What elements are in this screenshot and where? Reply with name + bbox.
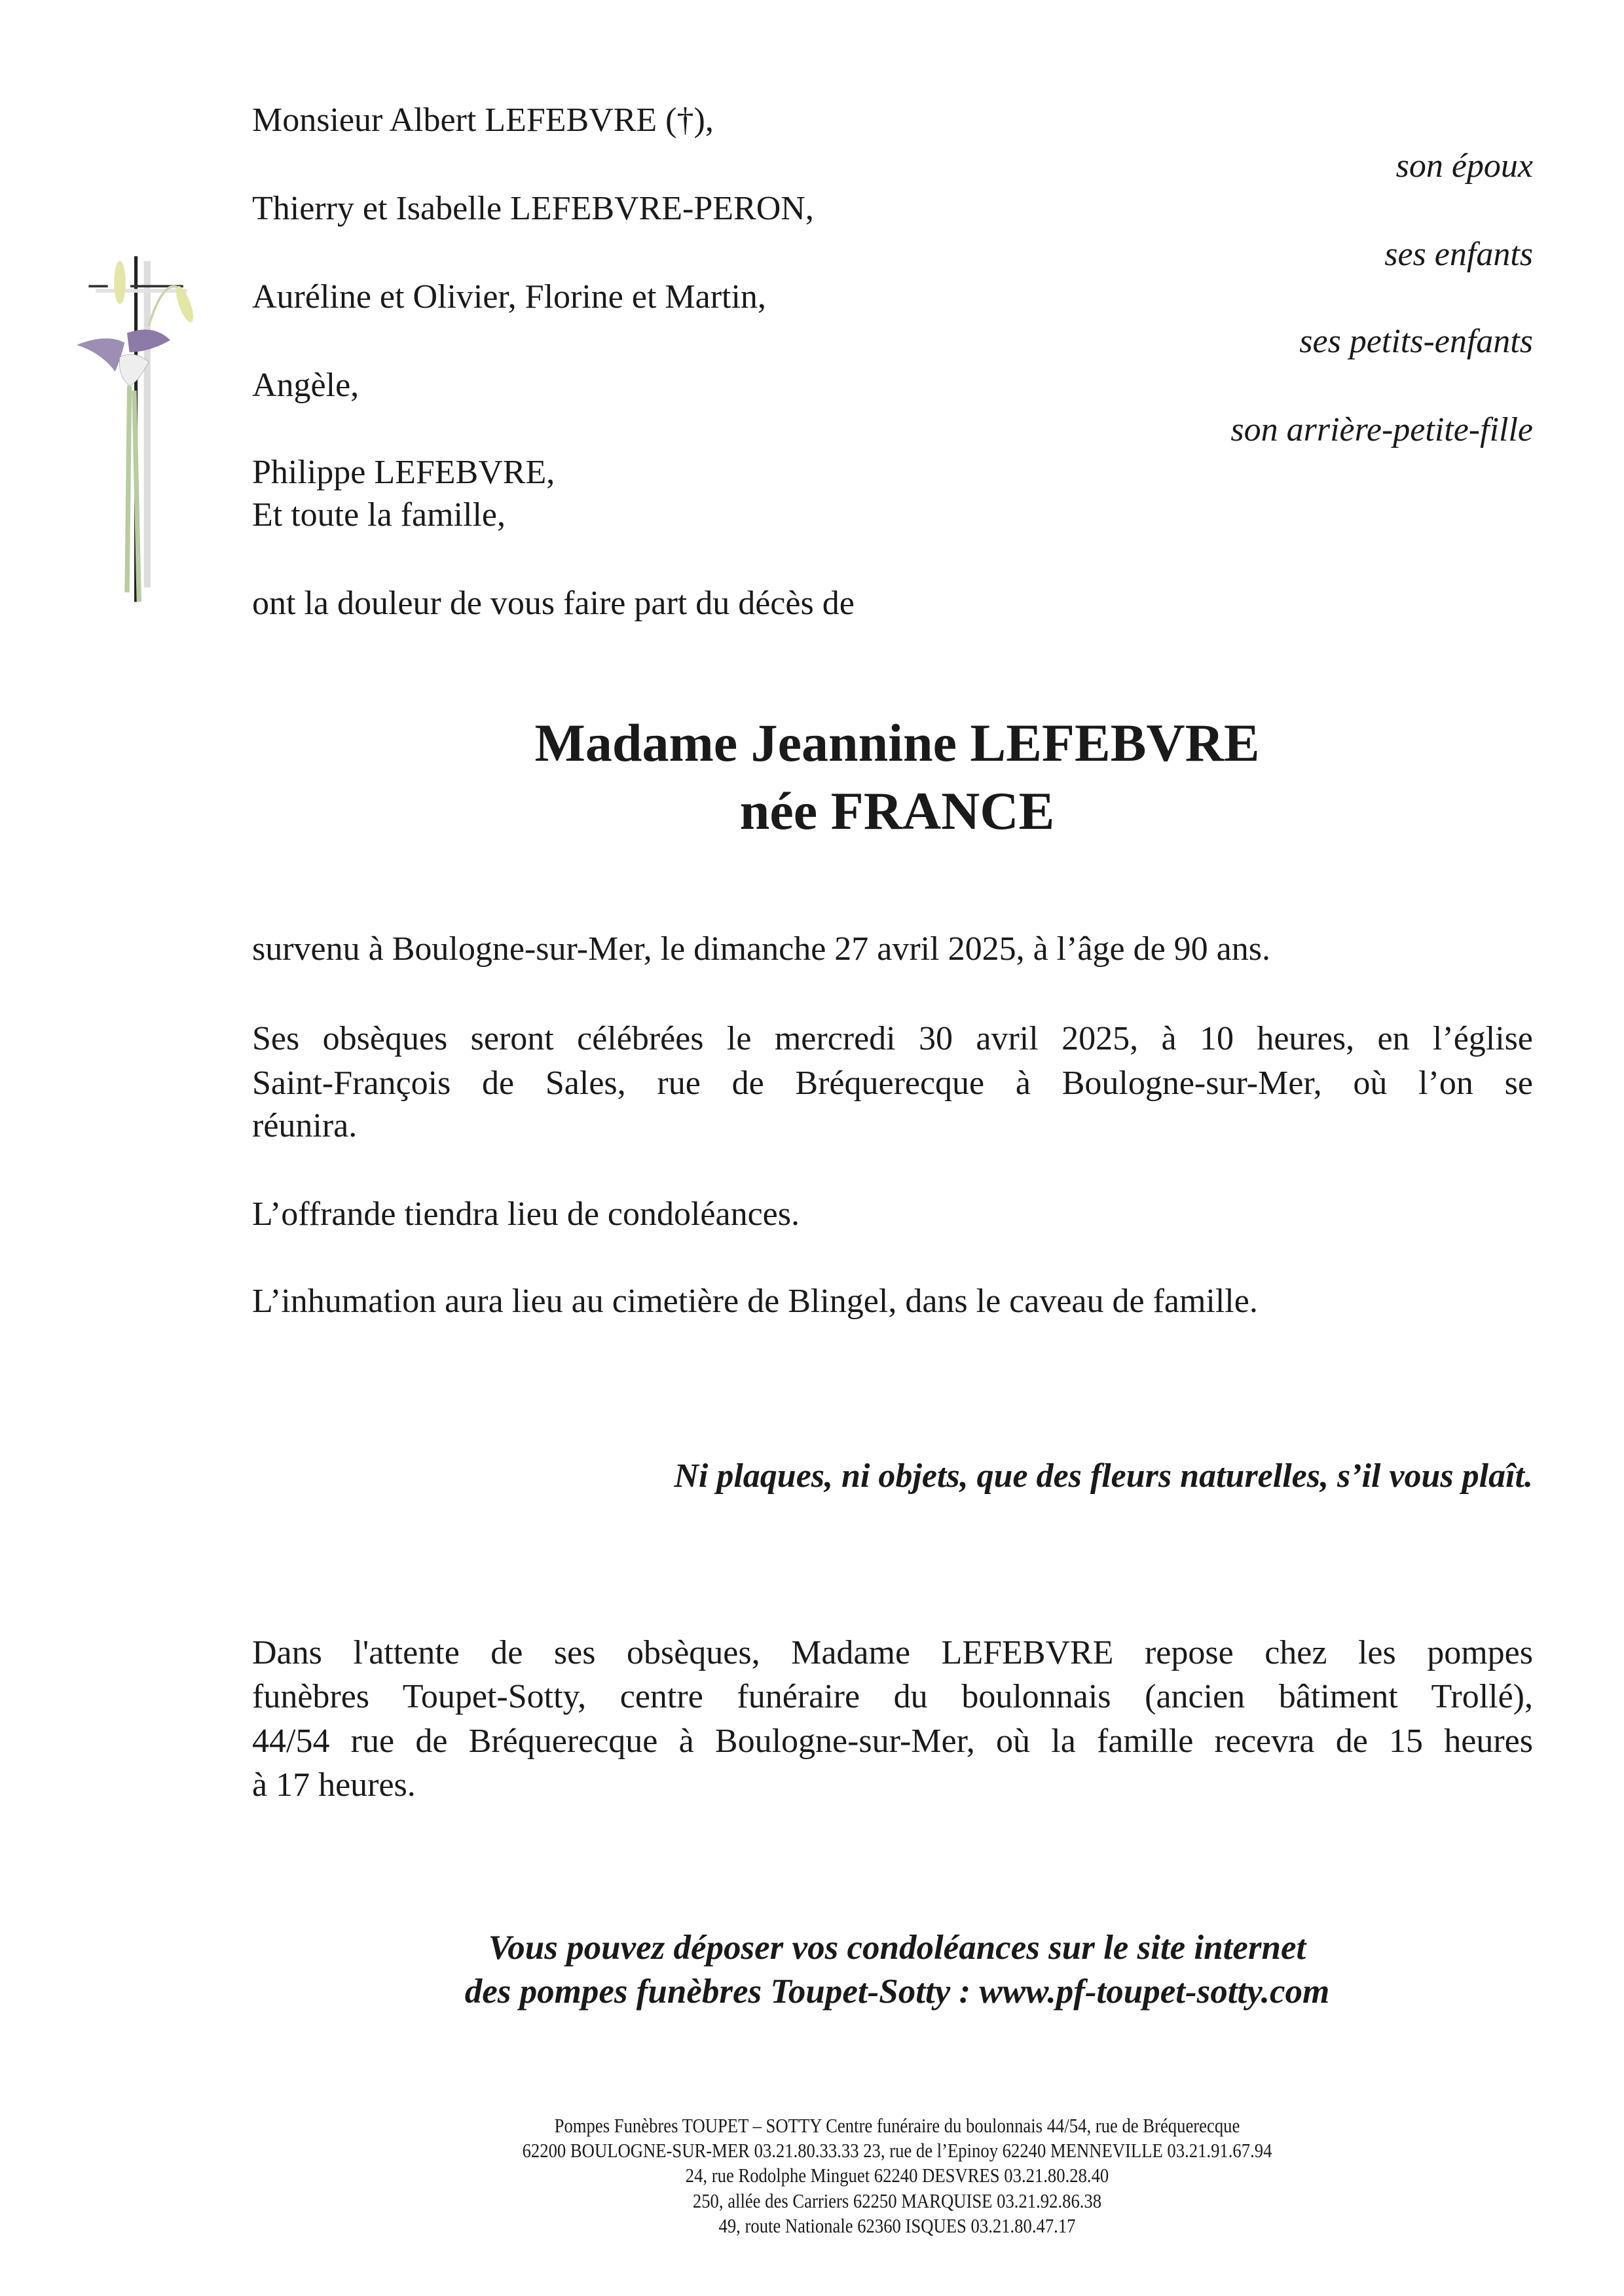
rest-line: Dans l'attente de ses obsèques, Madame LEFEBVRE repose chez les pompes [252,1634,1533,1671]
relation-grandchildren: ses petits-enfants [1299,323,1533,360]
family-name-all: Et toute la famille, [252,496,506,534]
flowers-note: Ni plaques, ni objets, que des fleurs naturelles, s’il vous plaît. [674,1457,1533,1495]
offering-note: L’offrande tiendra lieu de condoléances. [252,1195,800,1233]
footer-line: 24, rue Rodolphe Minguet 62240 DESVRES 03.21.80.28.40 [685,2164,1109,2187]
family-name-great-granddaughter: Angèle, [252,367,360,404]
relation-spouse: son époux [1395,147,1533,185]
rest-line: à 17 heures. [252,1766,416,1804]
funeral-line: Saint-François de Sales, rue de Bréquerecque à Boulogne-sur-Mer, où l’on se [252,1065,1533,1102]
announcement: ont la douleur de vous faire part du décès de [252,585,855,622]
family-name-children: Thierry et Isabelle LEFEBVRE-PERON, [252,190,814,227]
burial-note: L’inhumation aura lieu au cimetière de Blingel, dans le caveau de famille. [252,1283,1258,1320]
footer-line: 62200 BOULOGNE-SUR-MER 03.21.80.33.33 23, rue de l’Epinoy 62240 MENNEVILLE 03.21.91.67.94 [522,2139,1272,2162]
deceased-birth-name: née FRANCE [739,781,1055,841]
condolences-line: Vous pouvez déposer vos condoléances sur le site internet [488,1929,1306,1967]
footer-line: 49, route Nationale 62360 ISQUES 03.21.80.47.17 [718,2214,1076,2237]
funeral-line: réunira. [252,1107,358,1144]
footer-line: 250, allée des Carriers 62250 MARQUISE 03.21.92.86.38 [692,2189,1102,2212]
family-name-brother: Philippe LEFEBVRE, [252,454,555,491]
family-name-grandchildren: Auréline et Olivier, Florine et Martin, [252,278,766,316]
relation-children: ses enfants [1384,236,1533,273]
condolences-website: des pompes funèbres Toupet-Sotty : www.pf-toupet-sotty.com [464,1973,1330,2011]
death-details: survenu à Boulogne-sur-Mer, le dimanche 27 avril 2025, à l’âge de 90 ans. [252,930,1270,968]
rest-line: funèbres Toupet-Sotty, centre funéraire du boulonnais (ancien bâtiment Trollé), [252,1678,1533,1715]
family-name-spouse: Monsieur Albert LEFEBVRE (†), [252,101,714,139]
funeral-line: Ses obsèques seront célébrées le mercredi 30 avril 2025, à 10 heures, en l’église [252,1020,1533,1057]
footer-line: Pompes Funèbres TOUPET – SOTTY Centre funéraire du boulonnais 44/54, rue de Bréquerecque [554,2114,1240,2137]
rest-line: 44/54 rue de Bréquerecque à Boulogne-sur-Mer, où la famille recevra de 15 heures [252,1722,1533,1760]
relation-great-granddaughter: son arrière-petite-fille [1230,411,1533,448]
cross-lily-illustration [62,187,206,691]
deceased-name: Madame Jeannine LEFEBVRE [534,713,1260,773]
